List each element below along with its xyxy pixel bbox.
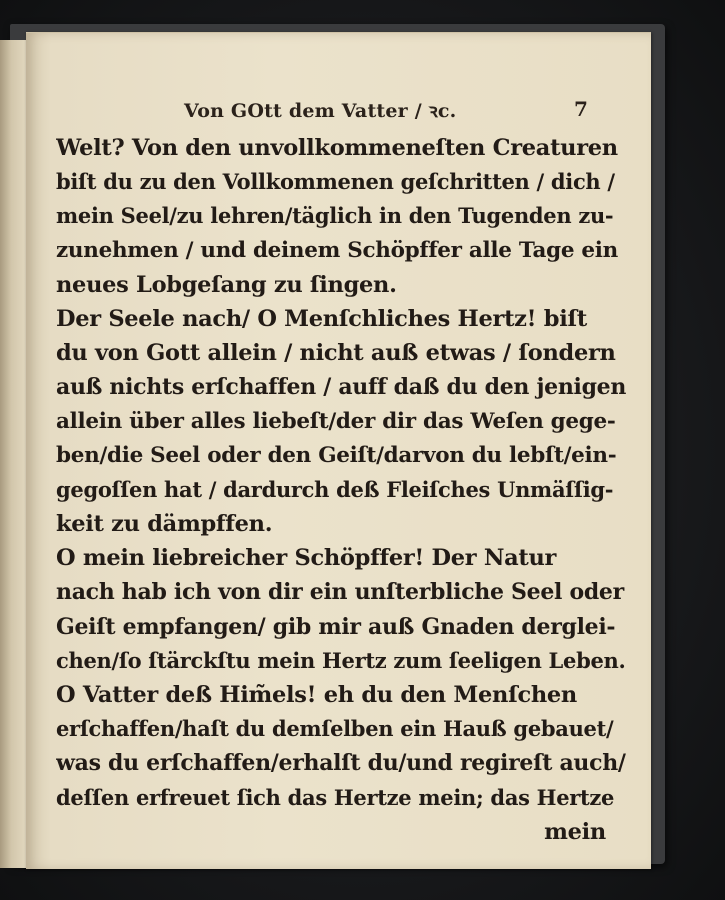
facing-page-edge (0, 40, 29, 868)
text-line: Geiſt empfangen/ gib mir auß Gnaden derglei- (56, 613, 616, 640)
page-number: 7 (574, 97, 588, 121)
text-line: keit zu dämpffen. (56, 511, 273, 538)
text-line: mein Seel/zu lehren/täglich in den Tugenden zu- (56, 203, 614, 229)
book-page (26, 32, 651, 869)
paragraph-start-line: O mein liebreicher Schöpffer! Der Natur (56, 545, 557, 572)
text-line: du von Gott allein / nicht auß etwas / ſondern (56, 340, 616, 367)
text-line: gegoſſen hat / dardurch deß Fleiſches Unmäſſig- (56, 476, 614, 502)
text-line: was du erſchaffen/erhalſt du/und regireſt auch/ (56, 750, 626, 777)
text-line: ben/die Seel oder den Geiſt/darvon du lebſt/ein- (56, 442, 617, 468)
text-line: zunehmen / und deinem Schöpffer alle Tage ein (56, 237, 618, 263)
paragraph-start-line: O Vatter deß Him̃els! eh du den Menſchen (56, 682, 577, 708)
text-line: deſſen erfreuet ſich das Hertze mein; das Hertze (56, 784, 615, 810)
text-line: neues Lobgeſang zu ſingen. (56, 271, 397, 298)
header-title: Von GOtt dem Vatter / ꝛc. (184, 100, 457, 122)
text-line: biſt du zu den Vollkommenen geſchritten / dich / (56, 169, 615, 195)
catchword: mein (544, 818, 606, 845)
paragraph-start-line: Der Seele nach/ O Menſchliches Hertz! biſt (56, 305, 587, 332)
text-line: chen/ſo ſtärckſtu mein Hertz zum ſeeligen Leben. (56, 647, 626, 673)
running-header (26, 97, 651, 127)
text-line: Welt? Von den unvollkommeneſten Creaturen (56, 135, 618, 161)
text-line: erſchaffen/haſt du demſelben ein Hauß gebauet/ (56, 716, 614, 742)
text-line: allein über alles liebeſt/der dir das Weſen gege- (56, 408, 616, 434)
text-line: nach hab ich von dir ein unſterbliche Seel oder (56, 579, 624, 606)
body-text (56, 131, 626, 849)
text-line: auß nichts erſchaffen / auff daß du den jenigen (56, 374, 626, 401)
